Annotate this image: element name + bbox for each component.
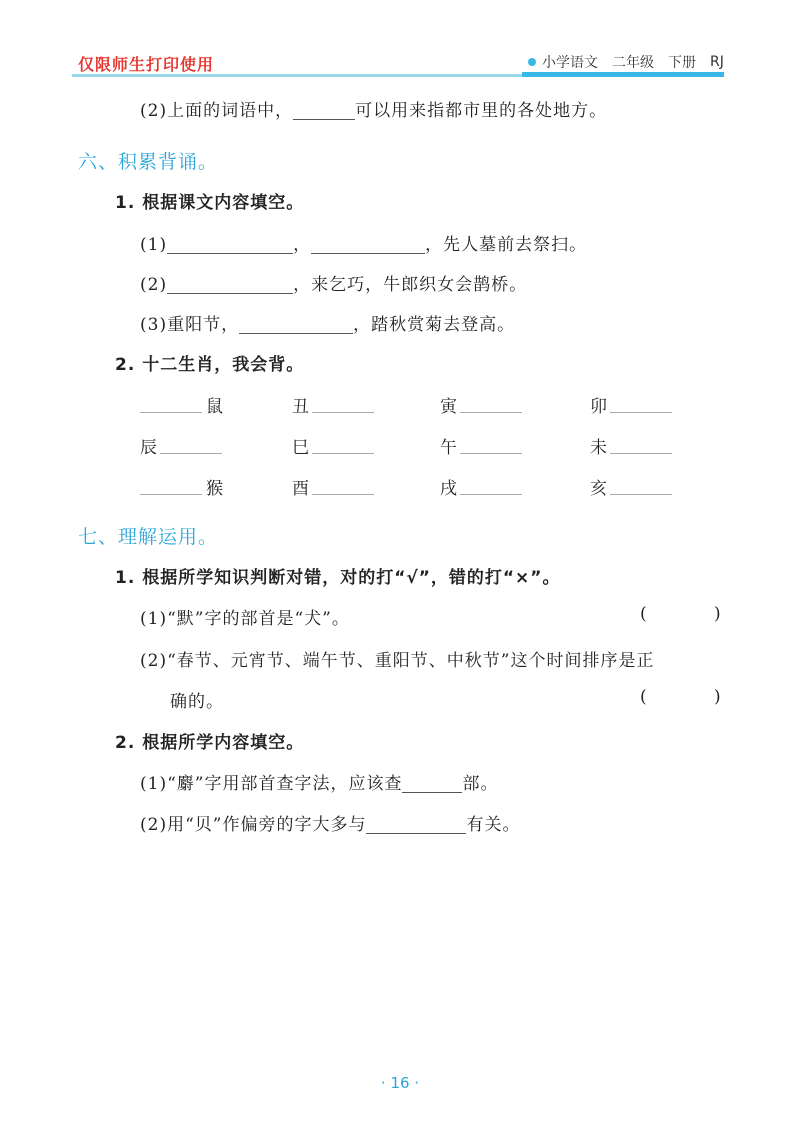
zodiac-rooster: 酉 <box>292 479 309 499</box>
s7-q2-item1 <box>140 769 498 794</box>
s7-q1-item2-line2: 确的。 <box>170 692 224 712</box>
book-info <box>528 52 724 72</box>
s7-q2-item2 <box>140 810 520 835</box>
top-q2-prefix: (2)上面的词语中， <box>140 101 294 121</box>
zodiac-monkey: 猴 <box>206 479 223 499</box>
s7-q1-title: 1. 根据所学知识判断对错，对的打“√”，错的打“×”。 <box>115 568 561 588</box>
item3-suffix: ，踏秋赏菊去登高。 <box>353 315 516 335</box>
paren-open: ( <box>640 604 647 624</box>
s6-q1-item2 <box>140 270 527 295</box>
zodiac-rat: 鼠 <box>206 397 223 417</box>
zodiac-tiger: 寅 <box>440 397 457 417</box>
paren-close: ) <box>714 687 721 707</box>
paren-close: ) <box>714 604 721 624</box>
item2-prefix: (2) <box>140 275 168 295</box>
q2-item1-prefix: (1)“麝”字用部首查字法，应该查 <box>140 774 403 794</box>
s6-q2-title: 2. 十二生肖，我会背。 <box>115 355 305 375</box>
page-header <box>0 0 800 80</box>
zodiac-blank[interactable] <box>460 412 522 413</box>
item3-prefix: (3)重阳节， <box>140 315 240 335</box>
s6-q1-item3 <box>140 310 515 335</box>
zodiac-snake: 巳 <box>292 438 309 458</box>
judgement-answer-box[interactable] <box>650 600 710 626</box>
print-notice: 仅限师生打印使用 <box>78 55 215 74</box>
zodiac-blank[interactable] <box>140 494 202 495</box>
header-rule-thin <box>72 74 522 77</box>
zodiac-horse: 午 <box>440 438 457 458</box>
s6-q1-item1 <box>140 230 587 255</box>
s7-q2-title: 2. 根据所学内容填空。 <box>115 733 305 753</box>
zodiac-blank[interactable] <box>312 494 374 495</box>
bullet-dot-icon <box>528 58 536 66</box>
s6-q1-title: 1. 根据课文内容填空。 <box>115 193 305 213</box>
zodiac-blank[interactable] <box>610 494 672 495</box>
volume-label: 下册 <box>668 55 696 71</box>
page-number: · 16 · <box>380 1074 420 1092</box>
answer-blank[interactable] <box>366 832 466 834</box>
item1-suffix: ，先人墓前去祭扫。 <box>425 235 588 255</box>
subject-label: 小学语文 <box>542 55 598 71</box>
zodiac-blank[interactable] <box>610 412 672 413</box>
s7-q1-item2-line1: (2)“春节、元宵节、端午节、重阳节、中秋节”这个时间排序是正 <box>140 651 655 671</box>
answer-blank[interactable] <box>311 252 425 254</box>
item1-comma: ， <box>293 235 312 255</box>
item2-suffix: ，来乞巧，牛郎织女会鹊桥。 <box>293 275 528 295</box>
zodiac-ox: 丑 <box>292 397 309 417</box>
q2-item2-suffix: 有关。 <box>466 815 521 835</box>
edition-label: RJ <box>710 54 724 70</box>
paren-open: ( <box>640 687 647 707</box>
item1-prefix: (1) <box>140 235 168 255</box>
top-q2-suffix: 可以用来指都市里的各处地方。 <box>355 101 608 121</box>
answer-blank[interactable] <box>239 332 353 334</box>
answer-blank[interactable] <box>167 252 293 254</box>
answer-blank[interactable] <box>293 118 355 120</box>
q2-item1-suffix: 部。 <box>462 774 499 794</box>
zodiac-blank[interactable] <box>312 412 374 413</box>
zodiac-pig: 亥 <box>590 479 607 499</box>
zodiac-blank[interactable] <box>160 453 222 454</box>
zodiac-blank[interactable] <box>312 453 374 454</box>
s7-q1-item1: (1)“默”字的部首是“犬”。 <box>140 609 350 629</box>
zodiac-blank[interactable] <box>460 494 522 495</box>
section-6-title: 六、积累背诵。 <box>78 151 219 173</box>
zodiac-goat: 未 <box>590 438 607 458</box>
answer-blank[interactable] <box>402 791 462 793</box>
zodiac-blank[interactable] <box>140 412 202 413</box>
header-rule-thick <box>522 72 724 77</box>
zodiac-blank[interactable] <box>610 453 672 454</box>
answer-blank[interactable] <box>167 292 293 294</box>
section-7-title: 七、理解运用。 <box>78 526 219 548</box>
zodiac-blank[interactable] <box>460 453 522 454</box>
zodiac-dragon: 辰 <box>140 438 157 458</box>
top-question-2 <box>140 96 607 121</box>
q2-item2-prefix: (2)用“贝”作偏旁的字大多与 <box>140 815 367 835</box>
zodiac-dog: 戌 <box>440 479 457 499</box>
judgement-answer-box[interactable] <box>650 683 710 709</box>
zodiac-rabbit: 卯 <box>590 397 607 417</box>
grade-label: 二年级 <box>612 55 654 71</box>
